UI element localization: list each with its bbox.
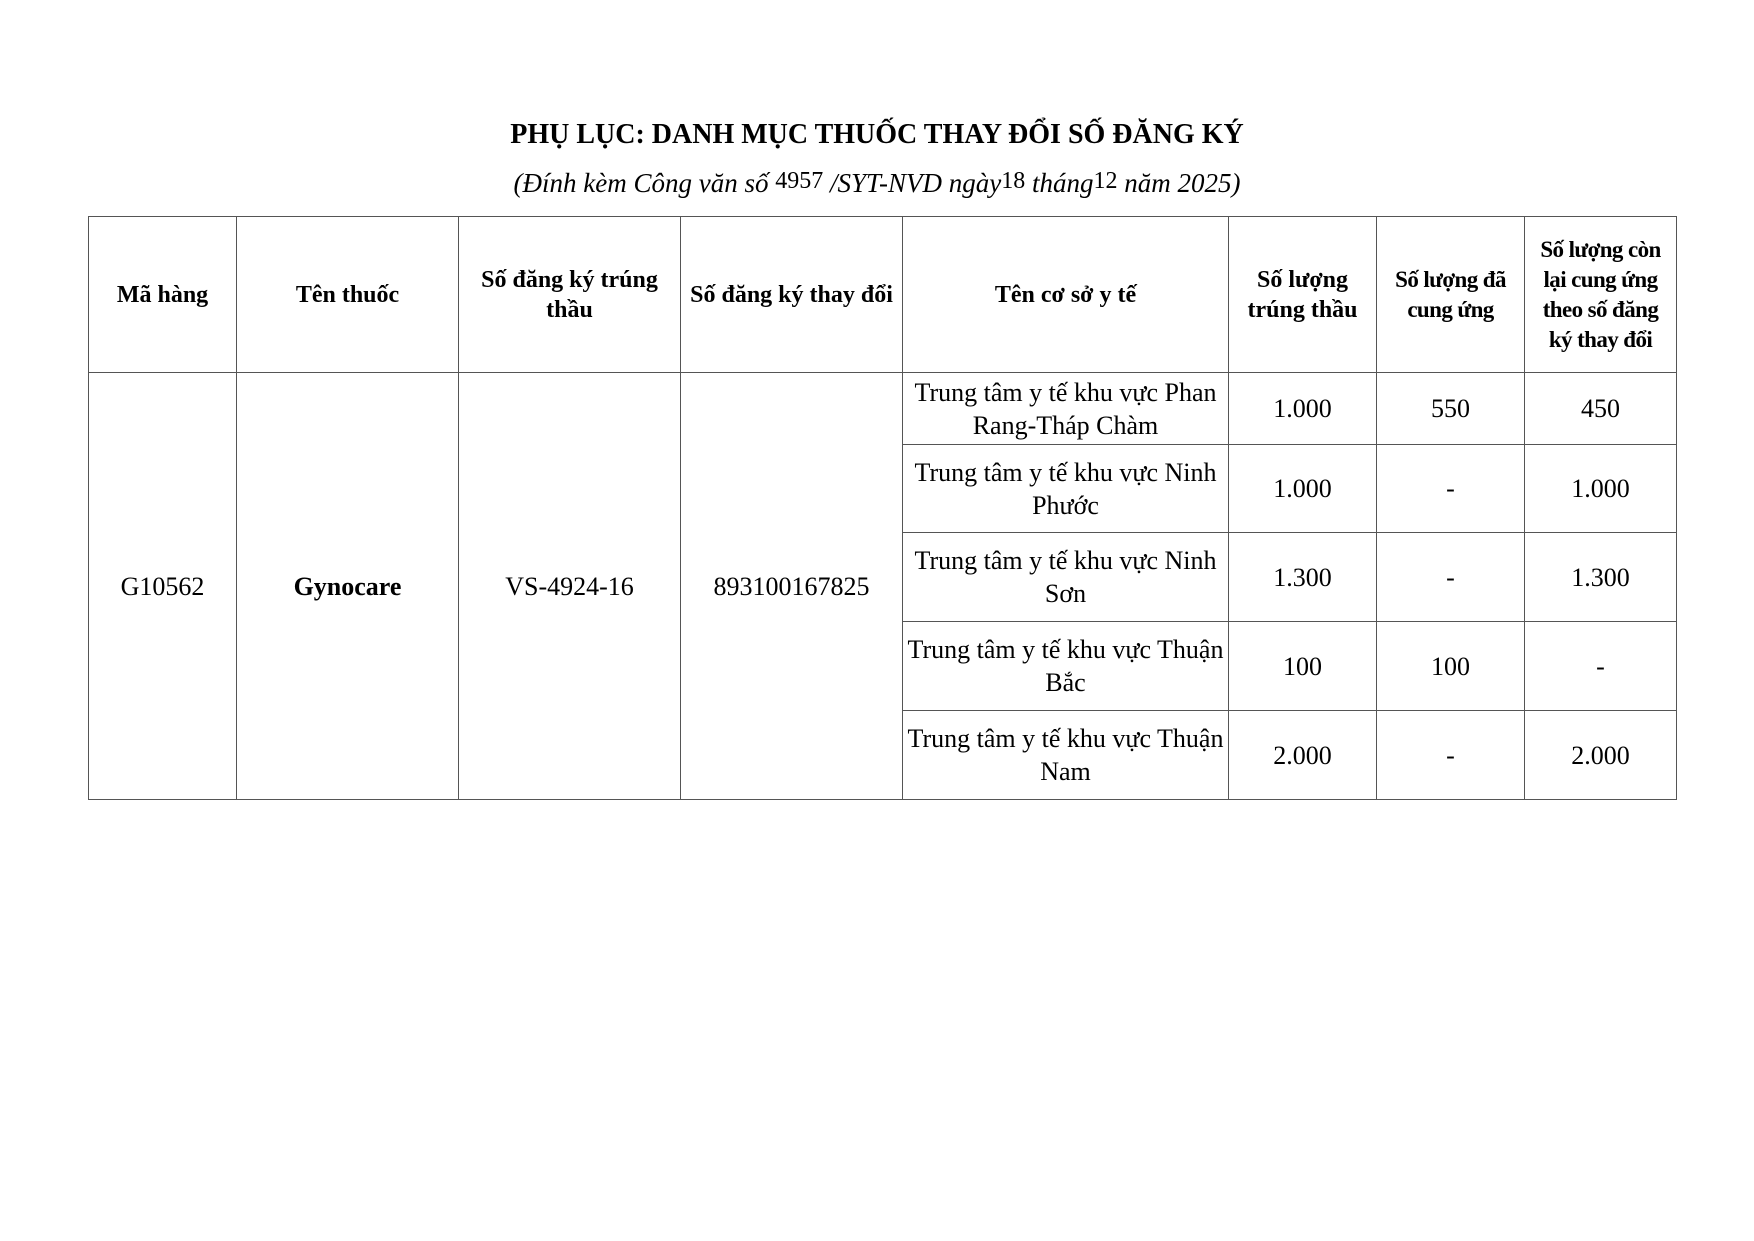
cell-sl-con-lai: 450 — [1525, 373, 1677, 445]
cell-sdk-thay-doi: 893100167825 — [681, 373, 903, 800]
document-subtitle — [0, 166, 1754, 202]
year-label: năm 2025) — [1124, 168, 1241, 198]
cell-sl-con-lai: - — [1525, 622, 1677, 711]
header-ten-thuoc: Tên thuốc — [237, 217, 459, 373]
header-sl-con-lai: Số lượng còn lại cung ứng theo số đăng ký thay đổi — [1525, 217, 1677, 373]
cell-sl-trung-thau: 2.000 — [1229, 711, 1377, 800]
cell-sl-trung-thau: 100 — [1229, 622, 1377, 711]
table-row — [89, 373, 1677, 445]
drug-registration-table — [88, 216, 1677, 800]
cell-sl-da-cung-ung: - — [1377, 533, 1525, 622]
cell-ten-thuoc: Gynocare — [237, 373, 459, 800]
page-title: PHỤ LỤC: DANH MỤC THUỐC THAY ĐỔI SỐ ĐĂNG KÝ — [510, 119, 1244, 150]
document-code: /SYT-NVD ngày — [829, 168, 1002, 198]
header-sl-da-cung-ung: Số lượng đã cung ứng — [1377, 217, 1525, 373]
cell-sl-da-cung-ung: - — [1377, 445, 1525, 533]
header-ma-hang: Mã hàng — [89, 217, 237, 373]
header-sdk-thay-doi: Số đăng ký thay đổi — [681, 217, 903, 373]
table-header-row — [89, 217, 1677, 373]
cell-sl-con-lai: 2.000 — [1525, 711, 1677, 800]
cell-sl-da-cung-ung: - — [1377, 711, 1525, 800]
month-label: tháng — [1031, 168, 1094, 198]
document-number: 4957 — [775, 168, 824, 194]
cell-co-so: Trung tâm y tế khu vực Phan Rang-Tháp Chàm — [903, 373, 1229, 445]
cell-sl-da-cung-ung: 550 — [1377, 373, 1525, 445]
cell-sl-trung-thau: 1.000 — [1229, 445, 1377, 533]
header-sl-trung-thau: Số lượng trúng thầu — [1229, 217, 1377, 373]
cell-co-so: Trung tâm y tế khu vực Thuận Bắc — [903, 622, 1229, 711]
document-day: 18 — [1001, 168, 1026, 194]
cell-sl-con-lai: 1.300 — [1525, 533, 1677, 622]
cell-sdk-trung-thau: VS-4924-16 — [459, 373, 681, 800]
document-month: 12 — [1093, 168, 1118, 194]
cell-co-so: Trung tâm y tế khu vực Ninh Sơn — [903, 533, 1229, 622]
cell-sl-trung-thau: 1.300 — [1229, 533, 1377, 622]
cell-sl-trung-thau: 1.000 — [1229, 373, 1377, 445]
cell-sl-da-cung-ung: 100 — [1377, 622, 1525, 711]
header-sdk-trung-thau: Số đăng ký trúng thầu — [459, 217, 681, 373]
cell-sl-con-lai: 1.000 — [1525, 445, 1677, 533]
cell-ma-hang: G10562 — [89, 373, 237, 800]
cell-co-so: Trung tâm y tế khu vực Ninh Phước — [903, 445, 1229, 533]
subtitle-prefix: (Đính kèm Công văn số — [513, 168, 769, 198]
cell-co-so: Trung tâm y tế khu vực Thuận Nam — [903, 711, 1229, 800]
header-ten-co-so: Tên cơ sở y tế — [903, 217, 1229, 373]
